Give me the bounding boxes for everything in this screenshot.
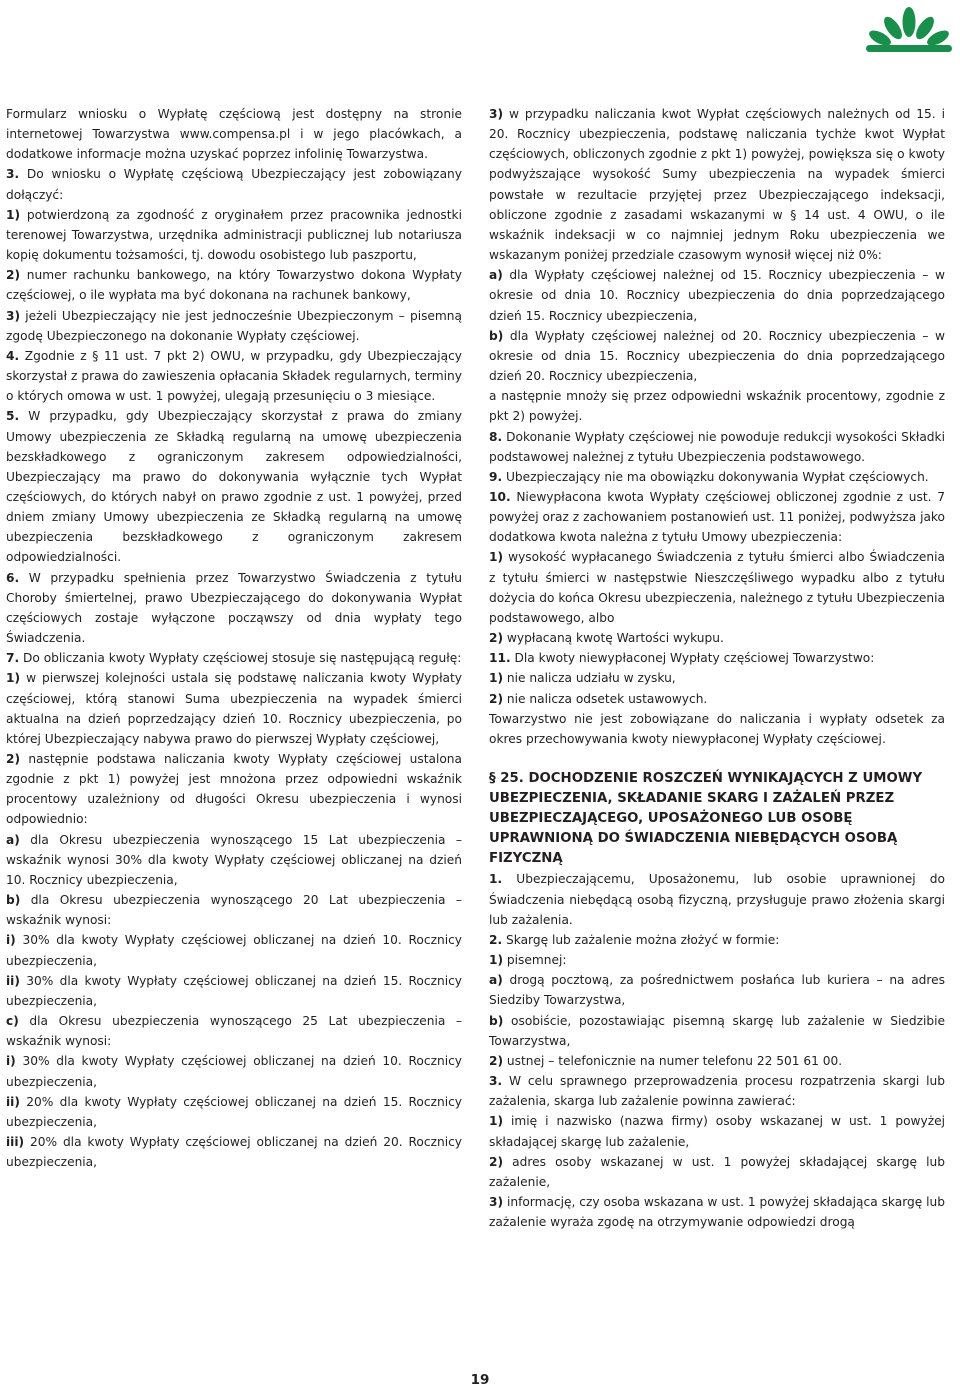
item-number: iii) [6, 1134, 25, 1149]
item-number: i) [6, 933, 16, 948]
paragraph-text: dla Okresu ubezpieczenia wynoszącego 25 Lat ubezpieczenia – wskaźnik wynosi: [6, 1014, 462, 1049]
paragraph [489, 265, 945, 325]
item-number: b) [489, 1013, 504, 1028]
paragraph-text: W celu sprawnego przeprowadzenia procesu rozpatrzenia skargi lub zażalenia, skarga lub zażalenie powinna zawierać: [489, 1074, 945, 1109]
paragraph [6, 346, 462, 406]
paragraph-text: dla Okresu ubezpieczenia wynoszącego 15 Lat ubezpieczenia – wskaźnik wynosi 30% dla kwoty Wypłaty częściowej obliczanej na dzień 10. Rocznicy ubezpieczenia, [6, 832, 462, 887]
item-number: 2) [489, 631, 504, 646]
item-number: 8. [489, 429, 503, 444]
item-number: 1) [6, 671, 21, 686]
paragraph-text: Dokonanie Wypłaty częściowej nie powoduje redukcji wysokości Składki podstawowej należnej z tytułu Ubezpieczenia podstawowego. [489, 429, 945, 464]
paragraph-text: 30% dla kwoty Wypłaty częściowej obliczanej na dzień 10. Rocznicy ubezpieczenia, [6, 933, 462, 968]
item-number: 1) [489, 1114, 504, 1129]
paragraph-text: wysokość wypłacanego Świadczenia z tytułu śmierci albo Świadczenia z tytułu śmierci w następstwie Nieszczęśliwego wypadku albo z tytułu dożycia do końca Okresu ubezpieczenia, należnego z tytułu Ubezpieczenia podstawowego, albo [489, 550, 945, 625]
paragraph-text: nie nalicza odsetek ustawowych. [503, 691, 708, 706]
paragraph [489, 487, 945, 547]
item-number: 1) [489, 671, 504, 686]
paragraph [6, 164, 462, 204]
item-number: 2) [6, 752, 21, 766]
item-number: ii) [6, 1094, 20, 1109]
page-number: 19 [470, 1372, 490, 1388]
spacer [489, 749, 945, 769]
paragraph [6, 890, 462, 930]
item-number: 4. [6, 348, 20, 363]
paragraph-text: pisemnej: [503, 953, 567, 968]
paragraph [489, 950, 945, 970]
paragraph-text: w przypadku naliczania kwot Wypłat częściowych należnych od 15. i 20. Rocznicy ubezpieczenia, podstawę naliczania tychże kwot Wypłat częściowych, obliczonych zgodnie z pkt 1) powyżej, powiększa się o kwoty podwyższające wysokość Sumy ubezpieczenia na wypadek śmierci powstałe w rezultacie przyjętej przez Ubezpieczającego indeksacji, obliczone zgodnie z zasadami wskazanymi w § 14 ust. 4 OWU, o ile wskaźnik indeksacji w co najmniej jednym Roku ubezpieczenia we wskazanym poniżej przedziale czasowym wynosił więcej niż 0%: [489, 107, 945, 263]
paragraph-text: osobiście, pozostawiając pisemną skargę lub zażalenie w Siedzibie Towarzystwa, [489, 1013, 945, 1048]
item-number: a) [489, 973, 503, 988]
paragraph-text: dla Wypłaty częściowej należnej od 15. Rocznicy ubezpieczenia – w okresie od dnia 10. Rocznicy ubezpieczenia do dnia poprzedzającego dzień 15. Rocznicy ubezpieczenia, [489, 268, 945, 323]
item-number: 3) [6, 308, 21, 323]
paragraph-text: ustnej – telefonicznie na numer telefonu 22 501 61 00. [503, 1053, 843, 1068]
section-heading: § 25. DOCHODZENIE ROSZCZEŃ WYNIKAJĄCYCH Z UMOWY UBEZPIECZENIA, SKŁADANIE SKARG I ZAŻALEŃ PRZEZ UBEZPIECZAJĄCEGO, UPOSAŻONEGO LUB OSOBĘ UPRAWNIONĄ DO ŚWIADCZENIA NIEBĘDĄCYCH OSOBĄ FIZYCZNĄ [489, 771, 923, 867]
paragraph [6, 205, 462, 265]
item-number: 10. [489, 489, 511, 504]
item-number: c) [6, 1014, 19, 1029]
item-number: i) [6, 1054, 16, 1069]
paragraph [6, 668, 462, 749]
item-number: 9. [489, 469, 503, 484]
paragraph-text: Dla kwoty niewypłaconej Wypłaty częściowej Towarzystwo: [510, 651, 875, 666]
paragraph [489, 326, 945, 386]
paragraph-text: Ubezpieczający nie ma obowiązku dokonywania Wypłat częściowych. [502, 469, 929, 484]
paragraph [489, 547, 945, 628]
paragraph-text: w pierwszej kolejności ustala się podstawę naliczania kwoty Wypłaty częściowej, którą stanowi Suma ubezpieczenia na wypadek śmierci aktualna na dzień poprzedzający dzień 10. Rocznicy ubezpieczenia, po której Ubezpieczający nabywa prawo do pierwszej Wypłaty częściowej, [6, 671, 462, 746]
paragraph-text: Ubezpieczającemu, Uposażonemu, lub osobie uprawnionej do Świadczenia niebędącą osobą fizyczną, przysługuje prawo złożenia skargi lub zażalenia. [489, 872, 945, 927]
item-number: 2) [489, 691, 504, 706]
item-number: 2. [489, 932, 503, 947]
item-number: 1) [489, 550, 504, 565]
paragraph [489, 668, 945, 688]
paragraph [6, 930, 462, 970]
paragraph [6, 648, 462, 668]
paragraph-text: 30% dla kwoty Wypłaty częściowej obliczanej na dzień 10. Rocznicy ubezpieczenia, [6, 1054, 462, 1089]
item-number: 3. [489, 1074, 503, 1089]
item-number: 2) [489, 1053, 504, 1068]
paragraph-text: drogą pocztową, za pośrednictwem posłańca lub kuriera – na adres Siedziby Towarzystwa, [489, 973, 945, 1008]
paragraph [489, 427, 945, 467]
item-number: 11. [489, 651, 511, 666]
paragraph [6, 306, 462, 346]
paragraph-text: dla Okresu ubezpieczenia wynoszącego 20 Lat ubezpieczenia – wskaźnik wynosi: [6, 893, 462, 928]
paragraph-text: 20% dla kwoty Wypłaty częściowej obliczanej na dzień 20. Rocznicy ubezpieczenia, [6, 1134, 462, 1170]
paragraph-text: W przypadku spełnienia przez Towarzystwo Świadczenia z tytułu Choroby śmiertelnej, prawo Ubezpieczającego do dokonywania Wypłat częściowych zostaje wyłączone począwszy od dnia wypłaty tego Świadczenia. [6, 570, 462, 646]
paragraph-text: Skargę lub zażalenie można złożyć w formie: [502, 932, 780, 947]
paragraph [489, 628, 945, 648]
paragraph-text: jeżeli Ubezpieczający nie jest jednocześnie Ubezpieczonym – pisemną zgodę Ubezpieczonego na dokonanie Wypłaty częściowej. [6, 308, 462, 343]
item-number: a) [6, 832, 20, 847]
paragraph-text: Do obliczania kwoty Wypłaty częściowej stosuje się następującą regułę: [19, 651, 462, 666]
item-number: 7. [6, 651, 20, 666]
item-number: 2) [6, 268, 21, 283]
paragraph [6, 568, 462, 649]
left-text-column [6, 104, 462, 1172]
paragraph [6, 1011, 462, 1051]
item-number: 3) [489, 1194, 504, 1209]
paragraph-text: adres osoby wskazanej w ust. 1 powyżej składającej skargę lub zażalenie, [489, 1154, 945, 1189]
paragraph [6, 749, 462, 830]
paragraph [489, 1192, 945, 1232]
paragraph [489, 689, 945, 709]
paragraph-text: potwierdzoną za zgodność z oryginałem przez pracownika jednostki terenowej Towarzystwa, urzędnika administracji publicznej lub notariusza kopię dokumentu tożsamości, tj. dowodu osobistego lub paszportu, [6, 207, 462, 263]
paragraph-text: a następnie mnoży się przez odpowiedni wskaźnik procentowy, zgodnie z pkt 2) powyżej. [489, 389, 945, 424]
item-number: 1) [489, 953, 504, 968]
paragraph [489, 970, 945, 1010]
paragraph [6, 1132, 462, 1172]
paragraph [489, 1111, 945, 1151]
paragraph [489, 467, 945, 487]
paragraph [489, 1071, 945, 1111]
right-text-column [489, 104, 945, 1232]
paragraph-text: nie nalicza udziału w zysku, [503, 671, 676, 686]
item-number: ii) [6, 973, 20, 988]
paragraph-text: Zgodnie z § 11 ust. 7 pkt 2) OWU, w przypadku, gdy Ubezpieczający skorzystał z prawa do zawieszenia opłacania Składek regularnych, terminy o których omowa w ust. 1 powyżej, ulegają przesunięciu o 3 miesiące. [6, 348, 462, 404]
paragraph [489, 104, 945, 265]
item-number: 1) [6, 207, 21, 222]
item-number: b) [6, 893, 21, 908]
item-number: 1. [489, 872, 503, 887]
paragraph [6, 406, 462, 567]
item-number: b) [489, 328, 504, 343]
paragraph-text: Formularz wniosku o Wypłatę częściową jest dostępny na stronie internetowej Towarzystwa www.compensa.pl i w jego placówkach, a dodatkowe informacje można uzyskać poprzez infolinię Towarzystwa. [6, 107, 462, 162]
paragraph-text: Niewypłacona kwota Wypłaty częściowej obliczonej zgodnie z ust. 7 powyżej oraz z zachowaniem postanowień ust. 11 poniżej, podwyższa jako dodatkowa kwota należna z tytułu Umowy ubezpieczenia: [489, 489, 945, 545]
item-number: 5. [6, 409, 20, 424]
paragraph [6, 265, 462, 305]
paragraph [6, 1092, 462, 1132]
paragraph [6, 971, 462, 1011]
paragraph-text: informację, czy osoba wskazana w ust. 1 powyżej składająca skargę lub zażalenie wyraża zgodę na otrzymywanie odpowiedzi drogą [489, 1194, 945, 1230]
paragraph-text: wypłacaną kwotę Wartości wykupu. [503, 631, 724, 646]
paragraph [489, 386, 945, 426]
paragraph-text: Towarzystwo nie jest zobowiązane do naliczania i wypłaty odsetek za okres przechowywania kwoty niewypłaconej Wypłaty częściowej. [489, 711, 945, 746]
paragraph-text: Do wniosku o Wypłatę częściową Ubezpieczający jest zobowiązany dołączyć: [6, 167, 462, 202]
item-number: 6. [6, 570, 20, 585]
paragraph [489, 930, 945, 950]
paragraph [6, 830, 462, 890]
paragraph [489, 648, 945, 668]
item-number: 2) [489, 1154, 504, 1169]
paragraph-text: następnie podstawa naliczania kwoty Wypłaty częściowej ustalona zgodnie z pkt 1) powyżej jest mnożona przez odpowiedni wskaźnik procentowy uzależniony od długości Okresu ubezpieczenia i wynosi odpowiednio: [6, 752, 462, 827]
paragraph-text: dla Wypłaty częściowej należnej od 20. Rocznicy ubezpieczenia – w okresie od dnia 15. Rocznicy ubezpieczenia do dnia poprzedzającego dzień 20. Rocznicy ubezpieczenia, [489, 328, 945, 384]
paragraph [489, 709, 945, 749]
paragraph [6, 1051, 462, 1091]
paragraph-text: W przypadku, gdy Ubezpieczający skorzystał z prawa do zmiany Umowy ubezpieczenia ze Składką regularną na umowę ubezpieczenia bezskładkowego z ograniczonym zakresem odpowiedzialności, Ubezpieczający ma prawo do dokonywania wyłącznie tych Wypłat częściowych, do których nabył on prawo zgodnie z ust. 1 powyżej, przed dniem zmiany Umowy ubezpieczenia ze Składką regularną na umowę ubezpieczenia bezskładkowego z ograniczonym zakresem odpowiedzialności. [6, 409, 462, 565]
paragraph-text: 30% dla kwoty Wypłaty częściowej obliczanej na dzień 15. Rocznicy ubezpieczenia, [6, 973, 462, 1008]
paragraph [489, 1011, 945, 1051]
paragraph [489, 1051, 945, 1071]
item-number: a) [489, 268, 503, 283]
item-number: 3) [489, 107, 504, 121]
paragraph-text: imię i nazwisko (nazwa firmy) osoby wskazanej w ust. 1 powyżej składającej skargę lub zażalenie, [489, 1114, 945, 1149]
paragraph-text: 20% dla kwoty Wypłaty częściowej obliczanej na dzień 15. Rocznicy ubezpieczenia, [6, 1094, 462, 1129]
paragraph [489, 869, 945, 929]
paragraph [6, 104, 462, 164]
paragraph [489, 1152, 945, 1192]
company-logo-icon [862, 6, 956, 52]
item-number: 3. [6, 167, 20, 182]
paragraph-text: numer rachunku bankowego, na który Towarzystwo dokona Wypłaty częściowej, o ile wypłata ma być dokonana na rachunek bankowy, [6, 268, 462, 303]
